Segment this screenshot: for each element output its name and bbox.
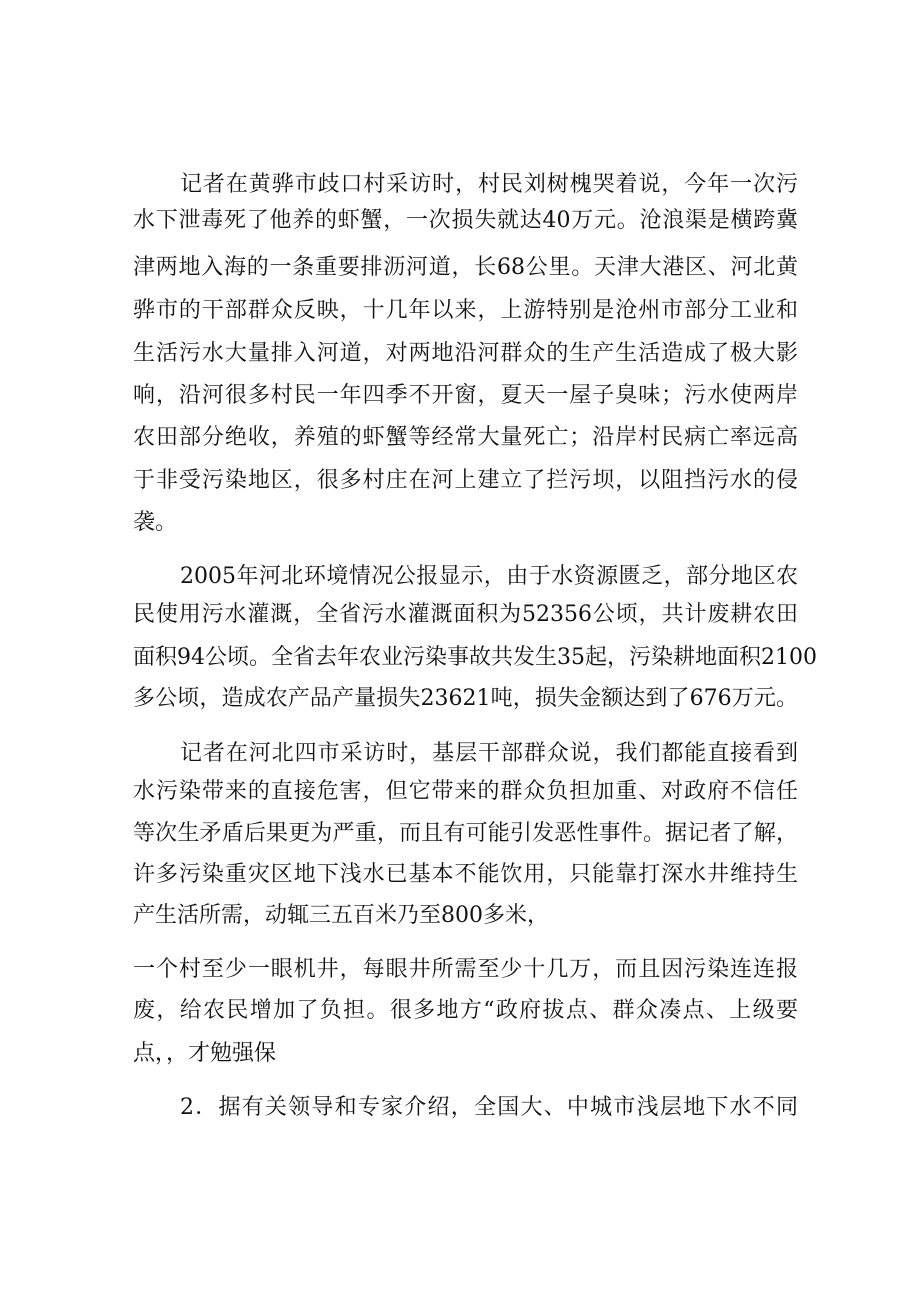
paragraph-2-line-3: 面积94公顷。全省去年农业污染事故共发生35起，污染耕地面积2100 bbox=[133, 645, 817, 670]
paragraph-1-line-2: 水下泄毒死了他养的虾蟹，一次损失就达40万元。沧浪渠是横跨冀 bbox=[133, 208, 798, 233]
paragraph-3-line-4: 许多污染重灾区地下浅水已基本不能饮用，只能靠打深水井维持生 bbox=[133, 862, 798, 887]
paragraph-1-line-5: 生活污水大量排入河道，对两地沿河群众的生产生活造成了极大影 bbox=[133, 341, 798, 366]
paragraph-2-line-2: 民使用污水灌溉，全省污水灌溉面积为52356公顷，共计废耕农田 bbox=[133, 602, 798, 627]
paragraph-2-line-1: 2005年河北环境情况公报显示，由于水资源匮乏，部分地区农 bbox=[180, 564, 798, 589]
paragraph-1-line-9: 袭。 bbox=[133, 510, 178, 535]
paragraph-4-line-2: 废，给农民增加了负担。很多地方“政府拔点、群众凑点、上级要 bbox=[133, 998, 798, 1023]
paragraph-3-line-2: 水污染带来的直接危害，但它带来的群众负担加重、对政府不信任 bbox=[133, 779, 798, 804]
paragraph-1-line-3: 津两地入海的一条重要排沥河道，长68公里。天津大港区、河北黄 bbox=[133, 255, 798, 280]
paragraph-1-line-7: 农田部分绝收，养殖的虾蟹等经常大量死亡；沿岸村民病亡率远高 bbox=[133, 425, 798, 450]
paragraph-3-line-3: 等次生矛盾后果更为严重，而且有可能引发恶性事件。据记者了解， bbox=[133, 821, 798, 846]
paragraph-1-line-6: 响，沿河很多村民一年四季不开窗，夏天一屋子臭味；污水使两岸 bbox=[133, 383, 798, 408]
paragraph-4-line-1: 一个村至少一眼机井，每眼井所需至少十几万，而且因污染连连报 bbox=[133, 957, 798, 982]
paragraph-3-line-1: 记者在河北四市采访时，基层干部群众说，我们都能直接看到 bbox=[180, 741, 798, 766]
paragraph-1-line-1: 记者在黄骅市歧口村采访时，村民刘树槐哭着说，今年一次污 bbox=[180, 172, 798, 197]
paragraph-1-line-4: 骅市的干部群众反映，十几年以来，上游特别是沧州市部分工业和 bbox=[133, 298, 798, 323]
paragraph-5-line-1: 2．据有关领导和专家介绍，全国大、中城市浅层地下水不同 bbox=[180, 1095, 798, 1120]
paragraph-1-line-8: 于非受污染地区，很多村庄在河上建立了拦污坝，以阻挡污水的侵 bbox=[133, 468, 798, 493]
paragraph-2-line-4: 多公顷，造成农产品产量损失23621吨，损失金额达到了676万元。 bbox=[133, 686, 798, 711]
paragraph-3-line-5: 产生活所需，动辄三五百米乃至800多米， bbox=[133, 903, 549, 928]
paragraph-4-line-3: 点，，才勉强保 bbox=[133, 1041, 277, 1066]
